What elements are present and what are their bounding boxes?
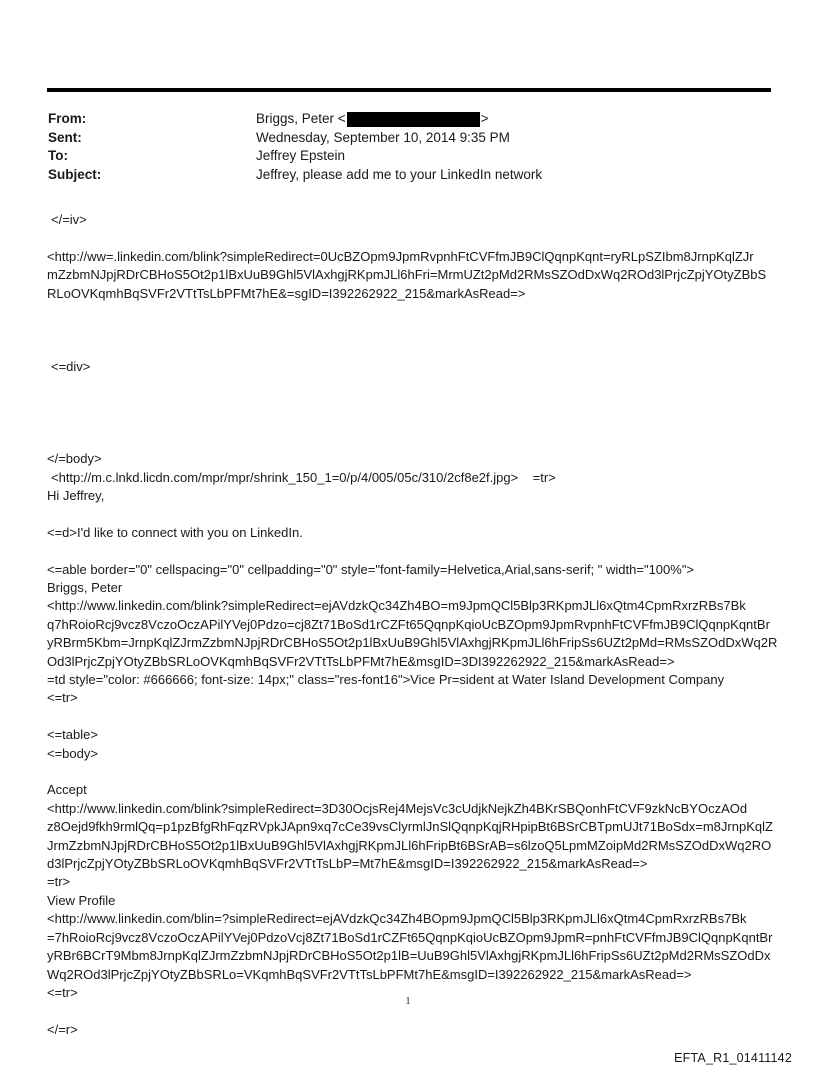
from-end: > (480, 111, 489, 126)
header-rule (47, 88, 771, 92)
body-line: <http://www.linkedin.com/blink?simpleRedirect=ejAVdzkQc34Zh4BO=m9JpmQCl5Blp3RKpmJLl6xQtm4CpmRxrzRBs7Bk (47, 598, 746, 614)
body-line: =tr> (47, 874, 71, 890)
body-line: =7hRoioRcj9vcz8VczoOczAPilYVej0PdzoVcj8Zt71BoSd1rCZFt65QqnpKqioUcBZOpm9JpmR=pnhFtCVFfmJB9ClQqnpKqntBr (47, 929, 773, 945)
body-line: d3lPrjcZpjYOtyZBbSRLoOVKqmhBqSVFr2VTtTsLbP=Mt7hE&msgID=I392262922_215&markAsRead=> (47, 856, 648, 872)
body-line: z8Oejd9fkh9rmlQq=p1pzBfgRhFqzRVpkJApn9xq7cCe39vsClyrmlJnSlQqnpKqjRHpipBt6BSrCBTpmUJt71BoSdx=m8JrnpKqlZ (47, 819, 773, 835)
body-line: <=body> (47, 745, 98, 761)
body-line: yRBr6BCrT9Mbm8JrnpKqlZJrmZzbmNJpjRDrCBHoS5Ot2p1lB=UuB9Ghl5VlAxhgjRKpmJLl6hFripSs6UZt2pMd2RMsSZOdDx (47, 948, 771, 964)
from-label: From: (48, 111, 87, 126)
subject-label: Subject: (48, 166, 102, 182)
sent-label: Sent: (48, 129, 82, 145)
from-name: Briggs, Peter < (256, 111, 346, 126)
body-line: <http://ww=.linkedin.com/blink?simpleRedirect=0UcBZOpm9JpmRvpnhFtCVFfmJB9ClQqnpKqnt=ryRLpSZIbm8JrnpKqlZJr (47, 248, 754, 264)
sent-value: Wednesday, September 10, 2014 9:35 PM (256, 129, 510, 145)
body-line: <=tr> (47, 984, 78, 1000)
body-line: mZzbmNJpjRDrCBHoS5Ot2p1lBxUuB9Ghl5VlAxhgjRKpmJLl6hFri=MrmUZt2pMd2RMsSZOdDxWq2ROd3lPrjcZpjYOtyZBbS (47, 267, 767, 283)
body-line: <=able border="0" cellspacing="0" cellpadding="0" style="font-family=Helvetica,Arial,sans-serif; " width="100%"> (47, 561, 695, 577)
subject-value: Jeffrey, please add me to your LinkedIn network (256, 166, 543, 182)
document-id: EFTA_R1_01411142 (674, 1051, 792, 1065)
page-number: 1 (405, 996, 411, 1007)
body-line: RLoOVKqmhBqSVFr2VTtTsLbPFMt7hE&=sgID=I392262922_215&markAsRead=> (47, 285, 526, 301)
body-line: yRBrm5Kbm=JrnpKqlZJrmZzbmNJpjRDrCBHoS5Ot2p1lBxUuB9Ghl5VlAxhgjRKpmJLl6hFripSs6UZt2pMd=RMsSZOdDxWq2R (47, 635, 778, 651)
body-line: </=body> (47, 451, 102, 467)
body-line: <=table> (47, 727, 98, 743)
from-row (48, 110, 768, 129)
body-line: <=d>I'd like to connect with you on LinkedIn. (47, 524, 303, 540)
subject-row (48, 166, 768, 185)
body-line: <http://m.c.lnkd.licdn.com/mpr/mpr/shrink_150_1=0/p/4/005/05c/310/2cf8e2f.jpg> =tr> (51, 469, 556, 485)
sender-name: Briggs, Peter (47, 580, 123, 596)
body-line: Wq2ROd3lPrjcZpjYOtyZBbSRLo=VKqmhBqSVFr2VTtTsLbPFMt7hE&msgID=I392262922_215&markAsRead=> (47, 966, 692, 982)
to-label: To: (48, 148, 68, 163)
email-body (47, 211, 777, 1039)
body-line: q7hRoioRcj9vcz8VczoOczAPilYVej0Pdzo=cj8Zt71BoSd1rCZFt65QqnpKqioUcBZOpm9JpmRvpnhFtCVFfmJB9ClQqnpKqntBr (47, 616, 770, 632)
body-line: JrmZzbmNJpjRDrCBHoS5Ot2p1lBxUuB9Ghl5VlAxhgjRKpmJLl6hFripBt6BSrAB=s6lzoQ5LpmMZoipMd2RMsSZOdDxWq2RO (47, 837, 772, 853)
sent-row (48, 129, 768, 148)
to-row (48, 147, 768, 166)
body-line: <http://www.linkedin.com/blink?simpleRedirect=3D30OcjsRej4MejsVc3cUdjkNejkZh4BKrSBQonhFtCVF9zkNcBYOczAOd (47, 800, 748, 816)
accept-label: Accept (47, 782, 87, 798)
redaction-block (347, 112, 480, 127)
greeting: Hi Jeffrey, (47, 488, 105, 504)
body-line: Od3lPrjcZpjYOtyZBbSRLoOVKqmhBqSVFr2VTtTsLbPFMt7hE&msgID=3DI392262922_215&markAsRead=> (47, 653, 675, 669)
to-value: Jeffrey Epstein (256, 148, 346, 163)
view-profile-label: View Profile (47, 892, 116, 908)
body-line: </=r> (47, 1021, 78, 1037)
from-value (256, 110, 489, 129)
body-line: <=div> (51, 359, 91, 375)
email-header (48, 110, 768, 184)
sender-title: =td style="color: #666666; font-size: 14px;" class="res-font16">Vice Pr=sident at Water Island Development Company (47, 672, 725, 688)
body-line: <http://www.linkedin.com/blin=?simpleRedirect=ejAVdzkQc34Zh4BOpm9JpmQCl5Blp3RKpmJLl6xQtm4CpmRxrzRBs7Bk (47, 911, 747, 927)
body-line: </=iv> (51, 212, 87, 227)
body-line: <=tr> (47, 690, 78, 706)
